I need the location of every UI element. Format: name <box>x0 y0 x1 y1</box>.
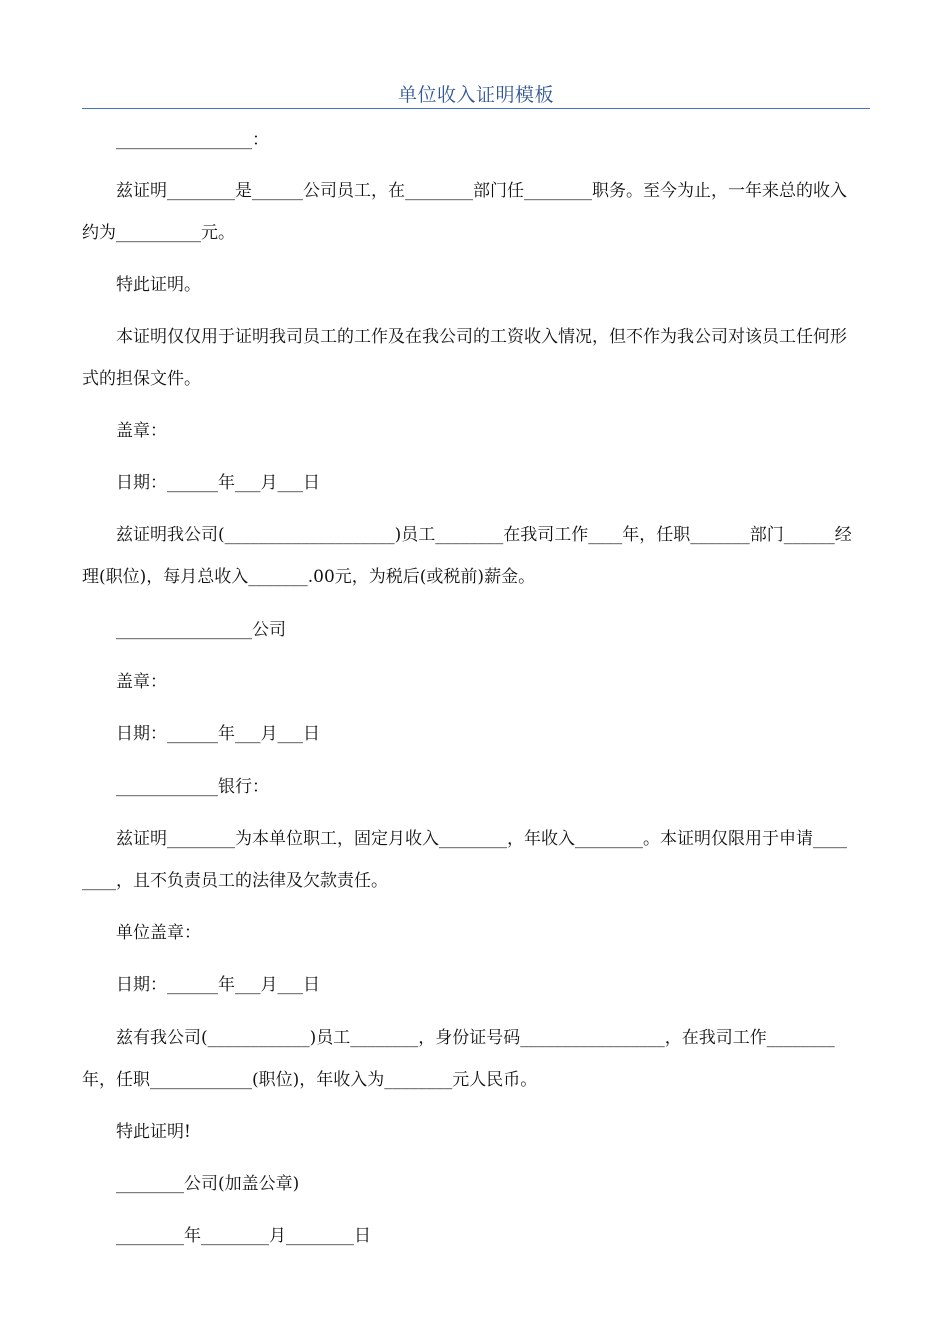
date-line-4: ________年________月________日 <box>116 1226 371 1246</box>
certificate-body-1: 兹证明________是______公司员工，在________部门任________职务。至今为止，一年来总的收入约为__________元。 <box>82 181 847 243</box>
company-seal-line: ________公司(加盖公章) <box>116 1174 300 1194</box>
disclaimer-paragraph: 本证明仅仅用于证明我司员工的工作及在我公司的工资收入情况，但不作为我公司对该员工任何形式的担保文件。 <box>82 327 847 389</box>
certificate-body-3: 兹证明________为本单位职工，固定月收入________，年收入________。本证明仅限用于申请________，且不负责员工的法律及欠款责任。 <box>82 829 847 891</box>
addressee-line: ________________： <box>116 130 269 150</box>
title-underline <box>82 108 870 109</box>
certificate-body-4: 兹有我公司(____________)员工________，身份证号码_________________，在我司工作________年，任职____________(职位)，年收入为________元人民币。 <box>82 1028 835 1090</box>
company-line: ________________公司 <box>116 620 286 640</box>
date-line-1: 日期：______年___月___日 <box>116 473 320 493</box>
bank-addressee-line: ____________银行： <box>116 777 269 797</box>
document-title: 单位收入证明模板 <box>397 84 554 106</box>
seal-line-1: 盖章： <box>116 421 167 441</box>
date-line-3: 日期：______年___月___日 <box>116 975 320 995</box>
hereby-certify-2: 特此证明! <box>116 1122 191 1142</box>
certificate-body-2: 兹证明我公司(____________________)员工________在我司工作____年，任职_______部门______经理(职位)，每月总收入_______.00元，为税后(或税前)薪金。 <box>82 525 852 587</box>
unit-seal-line: 单位盖章： <box>116 923 201 943</box>
date-line-2: 日期：______年___月___日 <box>116 724 320 744</box>
seal-line-2: 盖章： <box>116 672 167 692</box>
hereby-certify-1: 特此证明。 <box>116 275 201 295</box>
